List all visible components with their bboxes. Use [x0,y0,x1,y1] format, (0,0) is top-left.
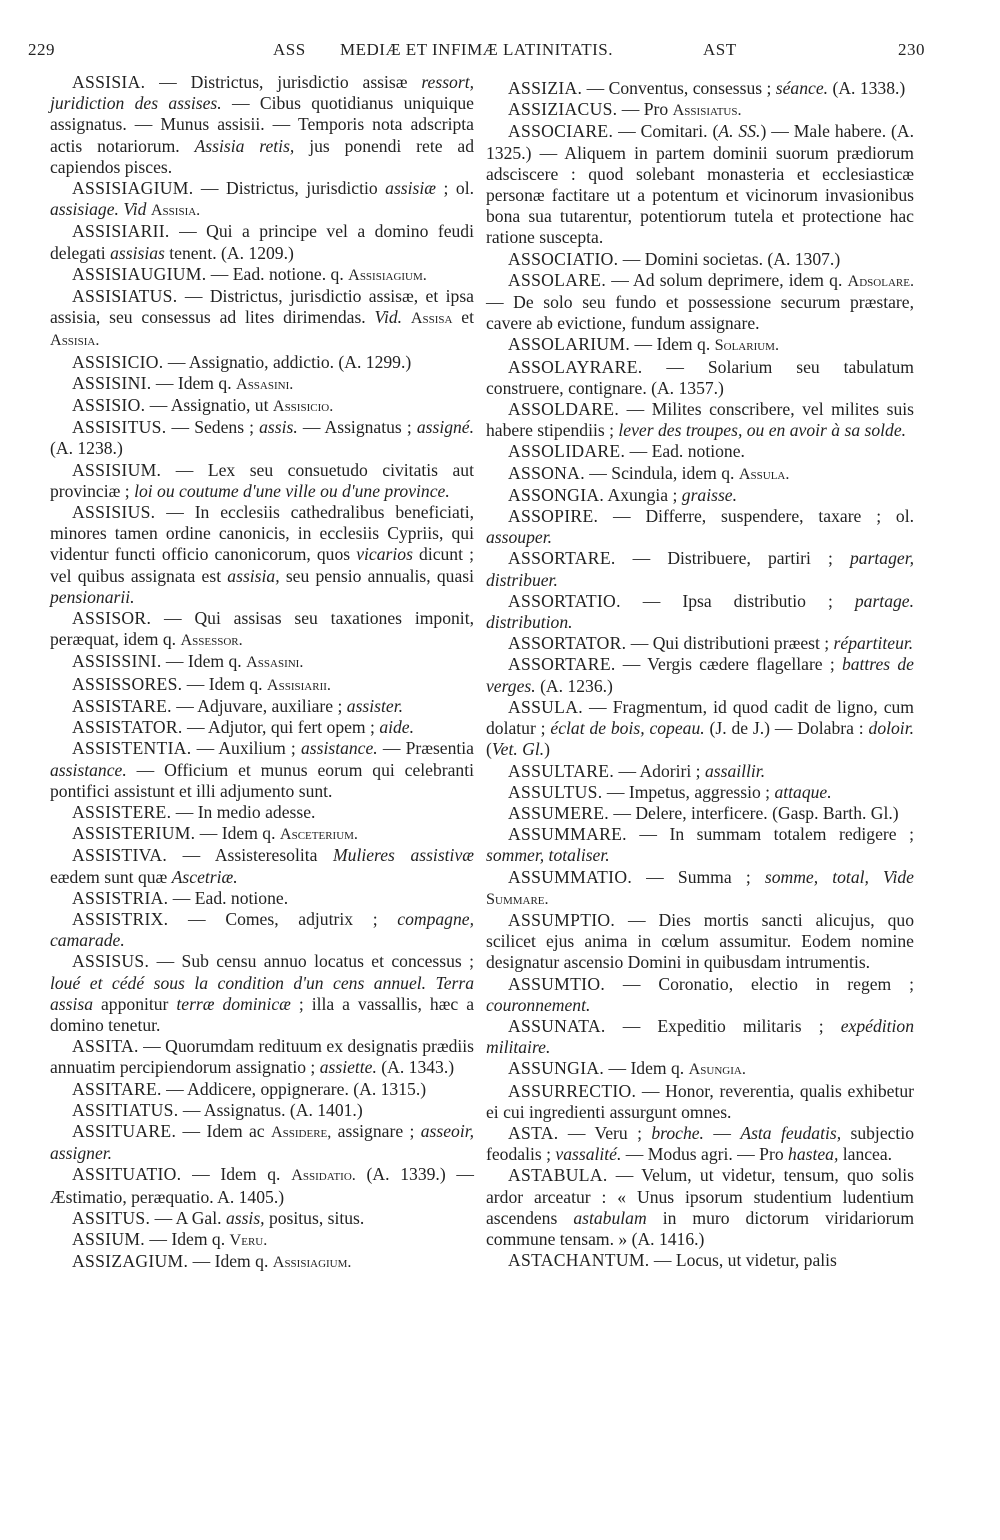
entry-text: assister. [346,695,403,716]
entry-text: lever des troupes, ou en avoir à sa solde. [618,420,907,441]
entry-text: Assisiarii. [266,675,331,694]
entry-text: eædem sunt quæ [50,866,172,887]
entry-headword: ASSISIO. [72,395,146,416]
entry-text: — Comitari. ( [613,121,719,142]
entry-text: — Ad solum deprimere, idem q. [606,269,848,290]
entry-text: somme, total, [764,866,869,887]
entry-text: loi ou coutume d'une ville ou d'une province. [134,480,450,501]
entry-text: — Assignatus. (A. 1401.) [178,1099,363,1120]
entry-text: — Honor, reverentia, qualis exhibetur ei cui ingredienti assurgunt omnes. [486,1080,914,1122]
dictionary-entry [50,502,474,608]
entry-text: — Milites conscribere, vel milites suis habere stipendiis ; [486,399,914,441]
entry-text: éclat de bois, copeau. [550,718,705,739]
entry-text: — Sedens ; [166,417,260,438]
dictionary-entry [50,72,474,178]
dictionary-entry [486,506,914,548]
entry-text: — Coronatio, electio in regem ; [605,973,914,994]
entry-text: — Pro [617,99,673,120]
entry-text: Asta feudatis, [740,1122,842,1143]
entry-headword: ASSONGIA. [508,484,605,505]
entry-headword: ASSOCIARE. [508,121,614,142]
entry-headword: ASSORTARE. [508,548,616,569]
entry-text: — Conventus, consessus ; [582,78,776,98]
entry-text: — Veru ; [558,1122,652,1143]
entry-text: et [452,307,474,328]
dictionary-entry [486,357,914,399]
entry-text: — Auxilium ; [191,738,301,759]
running-title: MEDIÆ ET INFIMÆ LATINITATIS. [340,40,613,59]
entry-headword: ASSUMMARE. [508,824,627,845]
entry-text: hastea, [788,1144,839,1165]
entry-text [402,307,411,327]
guide-word-right: AST [703,40,737,59]
dictionary-entry [50,651,474,673]
dictionary-entry [486,633,914,654]
dictionary-entry [486,782,914,803]
entry-text: seu pensio annualis, quasi [279,565,474,586]
entry-text: Summare. [486,889,549,908]
dictionary-entry [486,591,914,633]
dictionary-entry [486,654,914,696]
entry-text: — Lex seu consuetudo civitatis aut provinciæ ; [50,459,474,501]
entry-headword: ASSISTENTIA. [72,738,192,759]
entry-headword: ASSOLAYRARE. [508,356,643,377]
dictionary-entry [50,845,474,887]
dictionary-entry [50,1121,474,1164]
entry-text: ; ol. [436,178,474,199]
dictionary-entry [50,1079,474,1100]
dictionary-entry [486,441,914,462]
entry-text: Assessor. [180,631,243,650]
entry-text: Adsolare. [847,271,914,290]
dictionary-entry [486,1123,914,1165]
entry-headword: ASSOLARE. [508,269,607,290]
entry-headword: ASSULTUS. [508,781,603,802]
entry-headword: ASSISIA. [72,72,146,92]
entry-text: assis. [259,417,298,438]
dictionary-entry [50,696,474,717]
entry-text: Assasini. [246,653,304,672]
entry-headword: ASSITARE. [72,1078,162,1099]
entry-text: ) — Male habere. (A. 1325.) — Aliquem in partem dominii suorum prædiorum adsciscere : quod solebant monasteria et ecclesiasticæ personæ factitare ut a potentum et vicinorum invasionibus bona sua tutarentur, potentiorum tutela et protectione hac ratione suscepta. [486,121,914,248]
entry-text: Asceterium. [279,825,358,844]
dictionary-entry [486,334,914,356]
entry-text: Ascetriæ. [171,866,238,887]
entry-text: Assisia. [150,201,201,220]
dictionary-entry [50,352,474,373]
entry-headword: ASSUNATA. [508,1015,606,1036]
dictionary-entry [486,1165,914,1250]
entry-text: tenent. (A. 1209.) [164,242,294,263]
entry-text: — Idem q. [630,334,715,355]
entry-text: — Adjutor, qui fert opem ; [182,717,380,738]
entry-text: — De solo seu fundo et possessione securum præstare, cavere ab evictione, fundum assignare. [486,292,914,334]
entry-headword: ASSIZAGIUM. [72,1251,189,1272]
dictionary-entry [50,802,474,823]
entry-headword: ASTA. [508,1122,559,1143]
entry-text: (A. 1338.) [828,78,906,98]
entry-text: (J. de J.) — Dolabra : [704,718,869,739]
entry-text: — In summam totalem redigere ; [626,824,914,845]
dictionary-entry [486,121,914,248]
entry-headword: ASSOLDARE. [508,399,620,420]
dictionary-entry [486,1250,914,1271]
entry-headword: ASSISIARII. [72,221,170,242]
entry-headword: ASSISTERE. [72,801,172,822]
entry-text: (A. 1343.) [376,1057,455,1078]
entry-text: Assisiagium. [272,1253,352,1272]
entry-text: — Idem q. [188,1251,273,1272]
entry-text: — Ead. notione. q. [206,263,349,284]
entry-headword: ASSUNGIA. [508,1058,605,1079]
entry-text: — Adjuvare, auxiliare ; [171,695,347,716]
entry-headword: ASSISTARE. [72,695,172,716]
entry-text: positus, situs. [264,1207,365,1228]
entry-text: doloir. [868,718,914,739]
dictionary-entry [50,608,474,651]
dictionary-entry [486,548,914,590]
entry-headword: ASSISTRIA. [72,887,169,908]
entry-headword: ASSUMMATIO. [508,866,633,887]
entry-text: Assula. [738,464,790,483]
entry-text: pensionarii. [50,586,135,607]
entry-text: — Domini societas. (A. 1307.) [618,248,841,269]
entry-text: — Assignatus ; [297,417,417,438]
entry-text: sommer, totaliser. [486,845,610,866]
entry-headword: ASSUMPTIO. [508,909,616,930]
entry-text: graisse. [681,484,737,505]
entry-headword: ASSURRECTIO. [508,1080,637,1101]
dictionary-entry [486,761,914,782]
entry-headword: ASSISITUS. [72,417,167,438]
entry-text: — Impetus, aggressio ; [602,781,775,802]
entry-headword: ASSIUM. [72,1228,145,1249]
dictionary-entry [486,1016,914,1058]
dictionary-entry [50,178,474,221]
entry-headword: ASSISIAGIUM. [72,178,194,199]
entry-text: — Præsentia [377,738,474,759]
entry-text: — Locus, ut videtur, palis [649,1250,837,1271]
entry-headword: ASSISTRIX. [72,908,169,929]
entry-text: Assisa [410,309,453,328]
dictionary-entry [486,910,914,974]
entry-headword: ASSISINI. [72,372,152,393]
entry-headword: ASSONA. [508,462,585,483]
entry-text [869,867,883,887]
entry-headword: ASSISSINI. [72,651,162,672]
entry-text: — Idem q. [604,1058,689,1079]
dictionary-entry [50,823,474,845]
entry-headword: ASSISUS. [72,951,150,972]
entry-text: broche. [651,1122,704,1143]
dictionary-entry [50,738,474,802]
entry-headword: ASSISOR. [72,608,152,629]
entry-text: Axungia ; [604,484,682,505]
entry-text: — Qui a principe vel a domino feudi delegati [50,221,474,263]
entry-text: assisia, [227,565,280,586]
entry-text: — Assisteresolita [167,845,333,866]
dictionary-entry [50,888,474,909]
entry-text: subjectio feodalis ; [486,1122,915,1165]
entry-headword: ASSITA. [72,1036,139,1057]
entry-headword: ASSUMTIO. [508,973,606,994]
entry-text: — A Gal. [150,1207,226,1228]
entry-text: — Adoriri ; [614,760,705,781]
entry-headword: ASSORTARE. [508,654,616,675]
entry-text: (A. 1236.) [535,675,613,696]
dictionary-entry [50,909,474,951]
entry-headword: ASSORTATOR. [508,633,627,654]
dictionary-entry [486,399,914,441]
entry-text: — Idem q. [195,823,280,844]
entry-text: (A. 1238.) [50,438,123,459]
dictionary-entry [50,395,474,417]
dictionary-entry [486,803,914,824]
entry-headword: ASSOPIRE. [508,506,599,527]
entry-text: — Expeditio militaris ; [605,1015,841,1036]
entry-text: lancea. [838,1144,893,1165]
entry-text: — Ead. notione. [168,887,289,908]
entry-text: — Idem q. [161,651,247,672]
entry-text: — Comes, adjutrix ; [168,908,398,929]
entry-text: assiette. [319,1057,377,1078]
dictionary-entry [486,249,914,270]
entry-headword: ASSOLIDARE. [508,441,626,462]
entry-headword: ASSOLARIUM. [508,334,631,355]
entry-text: — Differre, suspendere, taxare ; ol. [598,506,914,527]
entry-text: astabulam [573,1207,647,1228]
entry-headword: ASSISTATOR. [72,717,183,738]
entry-headword: ASSUMERE. [508,802,609,823]
entry-text: ; illa a vassallis, hæc a domino tenetur. [50,993,474,1035]
entry-text: — Districtus, jurisdictio assisæ, et ipsa assisia, seu consessus ad lites dirimendas. [50,286,474,328]
entry-text: — Idem q. [181,1164,292,1185]
entry-text: partager, distribuer. [486,548,914,590]
dictionary-entry [486,867,914,910]
entry-text: Assidatio. [291,1166,356,1185]
dictionary-entry [50,1251,474,1273]
entry-text: assisiage. Vid [50,199,147,220]
dictionary-entry [486,824,914,866]
entry-text: Assidere, [270,1122,332,1141]
entry-text: — Scindula, idem q. [584,462,739,483]
entry-text: — [703,1122,741,1143]
dictionary-entry [50,373,474,395]
entry-text: vassalité. [555,1144,622,1165]
dictionary-entry [486,697,914,761]
entry-text: ) [544,739,551,760]
right-column [486,78,914,1271]
entry-text: apponitur [93,993,177,1014]
entry-text: — Districtus, jurisdictio [193,178,386,199]
entry-headword: ASTABULA. [508,1165,608,1186]
entry-text: assignare ; [331,1120,421,1141]
dictionary-entry [486,974,914,1016]
entry-text: Asungia. [688,1060,746,1079]
entry-headword: ASSULTARE. [508,760,615,781]
dictionary-entry [50,1229,474,1251]
entry-headword: ASSITUATIO. [72,1164,182,1185]
entry-text: — Idem ac [176,1120,271,1141]
entry-text: compagne, camarade. [50,908,474,951]
entry-text: Solarium. [714,336,780,355]
entry-text: vicarios [356,544,413,565]
running-header [28,40,928,72]
dictionary-entry [50,674,474,696]
entry-headword: ASSITIATUS. [72,1099,179,1120]
entry-headword: ASSISIATUS. [72,286,178,307]
entry-text: — Qui assisas seu taxationes imponit, peræquat, idem q. [50,608,474,650]
dictionary-entry [50,1036,474,1078]
entry-text: assisiæ [385,178,437,199]
entry-headword: ASSISSORES. [72,673,183,694]
entry-text: Assisia retis, [194,135,295,156]
entry-text: partage. distribution. [486,590,914,633]
entry-text: — Assignatio, ut [145,395,273,416]
entry-text: — Ead. notione. [625,441,745,462]
left-column [50,72,474,1273]
entry-headword: ASSIZIA. [508,78,583,98]
entry-headword: ASSIZIACUS. [508,99,618,120]
entry-headword: ASSITUARE. [72,1120,177,1141]
entry-text: — Assignatio, addictio. (A. 1299.) [163,351,412,372]
dictionary-entry [50,951,474,1036]
entry-text: — Modus agri. — Pro [621,1144,789,1165]
entry-headword: ASSOCIATIO. [508,248,619,269]
entry-text: ( [486,739,492,760]
entry-text: — Officium et munus eorum qui celebranti pontifici assistunt et illi adjumento sunt. [50,759,474,801]
entry-text: — Solarium seu tabulatum construere, contignare. (A. 1357.) [486,356,914,398]
entry-text: couronnement. [486,994,591,1015]
dictionary-entry [50,417,474,459]
entry-text: dicunt ; vel quibus assignata est [50,544,474,586]
entry-text: répartiteur. [833,633,914,654]
entry-headword: ASTACHANTUM. [508,1250,650,1271]
entry-text: Vet. Gl. [491,739,545,760]
entry-text: terræ dominicæ [176,993,291,1014]
entry-text: — Fragmentum, id quod cadit de ligno, cum dolatur ; [486,696,914,739]
page-number-right: 230 [898,40,925,59]
dictionary-entry [486,1058,914,1080]
entry-text: jus ponendi rete ad capiendos pisces. [50,135,474,177]
entry-text: Vid. [374,307,403,328]
entry-headword: ASSISICIO. [72,351,164,372]
dictionary-entry [50,717,474,738]
entry-text: — Summa ; [632,866,765,887]
entry-text: — Velum, ut videtur, tensum, quo solis ardor arceatur : « Unus ipsorum studentium ludentium ascendens [486,1165,914,1228]
entry-text: Assisicio. [272,397,334,416]
entry-text: assistance. [300,738,378,759]
entry-text: expédition militaire. [486,1015,914,1058]
guide-word-left: ASS [273,40,306,59]
entry-text: — Delere, interficere. (Gasp. Barth. Gl.) [608,802,899,823]
entry-text: Assisia. [50,331,100,350]
entry-text: asseoir, assigner. [50,1120,474,1164]
entry-text: — Addicere, oppignerare. (A. 1315.) [161,1078,427,1099]
dictionary-entry [486,1081,914,1123]
dictionary-entry [486,99,914,121]
entry-text: — In ecclesiis cathedralibus beneficiati, minores tamen ordine canonicis, in ecclesiis Cypriis, qui videntur functi officio canonicorum, quos [50,502,474,565]
entry-headword: ASSISTIVA. [72,845,168,866]
entry-text: assaillir. [704,760,766,781]
entry-text: — In medio adesse. [171,801,316,822]
entry-text: — Sub censu annuo locatus et concessus ; [149,951,474,972]
entry-text: — Idem q. [151,372,236,393]
entry-headword: ASSISIUS. [72,502,156,523]
entry-text: assouper. [486,527,552,548]
entry-text: — Ipsa distributio ; [620,590,855,611]
entry-text: — Qui distributioni præest ; [626,633,834,654]
entry-text: Veru. [229,1230,268,1249]
dictionary-entry [50,1100,474,1121]
entry-text: — Dies mortis sancti alicujus, quo scilicet ejus anima in cœlum assumitur. Eodem nomine designatur ascensio Domini in quibusdam intrumentis. [486,909,914,973]
entry-text: A. SS. [718,121,761,142]
entry-text: assisias [110,242,165,263]
entry-text: attaque. [774,781,832,802]
entry-text: — Idem q. [144,1228,230,1249]
entry-text: Vide [883,866,914,887]
entry-text: assis, [225,1207,265,1228]
dictionary-entry [50,1164,474,1207]
dictionary-entry [486,485,914,506]
entry-text: battres de verges. [486,654,914,696]
entry-text: assigné. [416,417,475,438]
entry-text: in muro dictorum viridariorum commune tensam. » (A. 1416.) [486,1207,915,1249]
page-number-left: 229 [28,40,55,59]
entry-text: assistance. [50,759,127,780]
dictionary-entry [486,270,914,335]
entry-text: Assisiatus. [672,101,742,120]
entry-text: ressort, juridiction des assises. [50,72,474,114]
entry-text: (A. 1339.) — Æstimatio, peræquatio. A. 1405.) [50,1164,474,1207]
dictionary-entry [50,460,474,502]
entry-text: — Idem q. [182,673,267,694]
entry-text: Assasini. [236,374,294,393]
entry-text: — Cibus quotidianus uniquique assignatus. — Munus assisii. — Temporis nota adscripta actis notariorum. [50,93,474,156]
dictionary-entry [486,463,914,485]
dictionary-entry [50,1208,474,1229]
dictionary-entry [486,78,914,99]
entry-text: séance. [775,78,829,98]
entry-text: aide. [379,717,415,738]
entry-text: Mulieres assistivæ [333,845,474,866]
entry-text: loué et cédé sous la condition d'un cens annuel. Terra assisa [50,972,474,1014]
entry-headword: ASSITUS. [72,1207,151,1228]
entry-headword: ASSULA. [508,696,583,717]
entry-headword: ASSISIAUGIUM. [72,263,207,284]
dictionary-entry [50,221,474,263]
dictionary-entry [50,286,474,352]
entry-text: — Vergis cædere flagellare ; [615,654,842,675]
entry-headword: ASSORTATIO. [508,590,621,611]
entry-text: — Distribuere, partiri ; [615,548,850,569]
dictionary-entry [50,264,474,286]
entry-text: — Quorumdam redituum ex designatis prædiis annuatim percipiendorum assignatio ; [50,1036,474,1078]
entry-headword: ASSISIUM. [72,459,162,480]
entry-text: — Districtus, jurisdictio assisæ [145,72,422,92]
entry-text: Assisiagium. [348,265,427,284]
entry-headword: ASSISTERIUM. [72,823,196,844]
